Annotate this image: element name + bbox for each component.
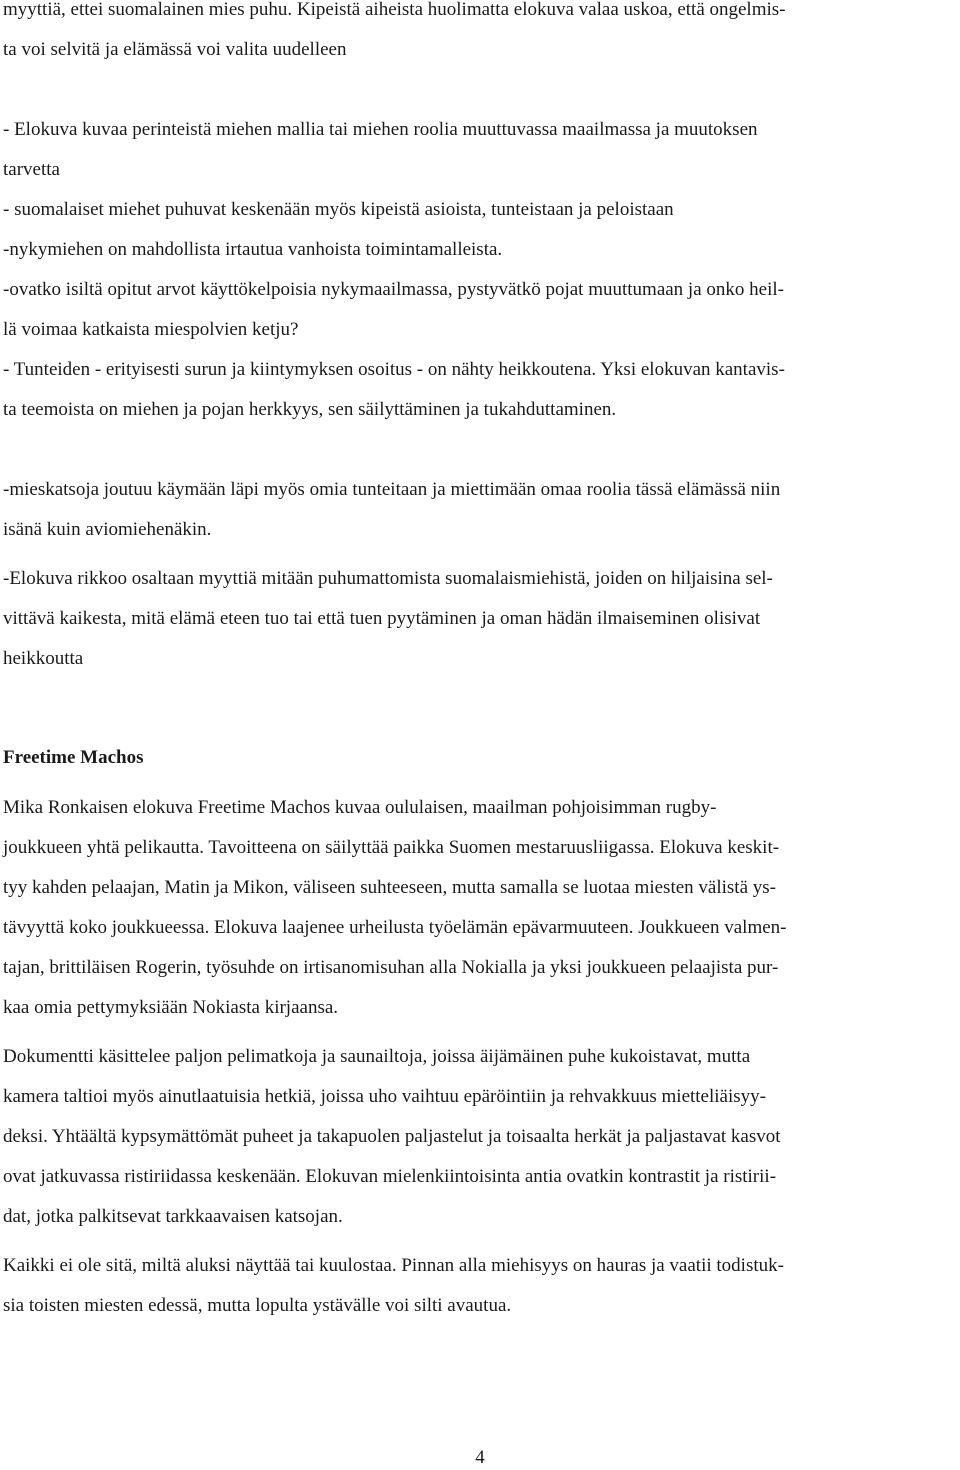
text-line: -ovatko isiltä opitut arvot käyttökelpoisia nykymaailmassa, pystyvätkö pojat muuttumaan ja onko heil-: [3, 279, 784, 300]
text-line: kamera taltioi myös ainutlaatuisia hetkiä, joissa uho vaihtuu epäröintiin ja rehvakkuus mietteliäisyy-: [3, 1086, 766, 1107]
page-number: 4: [475, 1447, 485, 1468]
section-heading: Freetime Machos: [3, 747, 144, 768]
text-line: Dokumentti käsittelee paljon pelimatkoja ja saunailtoja, joissa äijämäinen puhe kukoistavat, mutta: [3, 1046, 751, 1067]
text-line: tajan, brittiläisen Rogerin, työsuhde on irtisanomisuhan alla Nokialla ja yksi joukkueen pelaajista pur-: [3, 957, 779, 978]
text-line: lä voimaa katkaista miespolvien ketju?: [3, 319, 299, 340]
text-line: ovat jatkuvassa ristiriidassa keskenään. Elokuvan mielenkiintoisinta antia ovatkin kontrastit ja ristirii-: [3, 1166, 777, 1187]
text-line: tävyyttä koko joukkueessa. Elokuva laajenee urheilusta työelämän epävarmuuteen. Joukkueen valmen-: [3, 917, 787, 938]
text-line: heikkoutta: [3, 648, 84, 669]
text-line: - suomalaiset miehet puhuvat keskenään myös kipeistä asioista, tunteistaan ja peloistaan: [3, 199, 674, 220]
text-line: Kaikki ei ole sitä, miltä aluksi näyttää tai kuulostaa. Pinnan alla miehisyys on hauras ja vaatii todistuk-: [3, 1255, 784, 1276]
text-line: deksi. Yhtäältä kypsymättömät puheet ja takapuolen paljastelut ja toisaalta herkät ja paljastavat kasvot: [3, 1126, 781, 1147]
text-line: tarvetta: [3, 159, 60, 180]
text-line: ta teemoista on miehen ja pojan herkkyys, sen säilyttäminen ja tukahduttaminen.: [3, 399, 617, 420]
text-line: - Tunteiden - erityisesti surun ja kiintymyksen osoitus - on nähty heikkoutena. Yksi elokuvan kantavis-: [3, 359, 785, 380]
text-line: joukkueen yhtä pelikautta. Tavoitteena on säilyttää paikka Suomen mestaruusliigassa. Elokuva keskit-: [3, 837, 780, 858]
text-line: sia toisten miesten edessä, mutta lopulta ystävälle voi silti avautua.: [3, 1295, 512, 1316]
text-line: Mika Ronkaisen elokuva Freetime Machos kuvaa oululaisen, maailman pohjoisimman rugby-: [3, 797, 717, 818]
text-line: ta voi selvitä ja elämässä voi valita uudelleen: [3, 39, 347, 60]
text-line: myyttiä, ettei suomalainen mies puhu. Kipeistä aiheista huolimatta elokuva valaa uskoa, että ongelmis-: [3, 0, 786, 20]
text-line: - Elokuva kuvaa perinteistä miehen mallia tai miehen roolia muuttuvassa maailmassa ja muutoksen: [3, 119, 758, 140]
text-line: dat, jotka palkitsevat tarkkaavaisen katsojan.: [3, 1206, 343, 1227]
text-line: isänä kuin aviomiehenäkin.: [3, 519, 212, 540]
text-line: vittävä kaikesta, mitä elämä eteen tuo tai että tuen pyytäminen ja oman hädän ilmaiseminen olisivat: [3, 608, 761, 629]
text-line: -mieskatsoja joutuu käymään läpi myös omia tunteitaan ja miettimään omaa roolia tässä elämässä niin: [3, 479, 781, 500]
text-line: kaa omia pettymyksiään Nokiasta kirjaansa.: [3, 997, 339, 1018]
text-line: tyy kahden pelaajan, Matin ja Mikon, väliseen suhteeseen, mutta samalla se luotaa miesten välistä ys-: [3, 877, 776, 898]
text-line: -Elokuva rikkoo osaltaan myyttiä mitään puhumattomista suomalaismiehistä, joiden on hiljaisina sel-: [3, 568, 773, 589]
text-line: -nykymiehen on mahdollista irtautua vanhoista toimintamalleista.: [3, 239, 503, 260]
